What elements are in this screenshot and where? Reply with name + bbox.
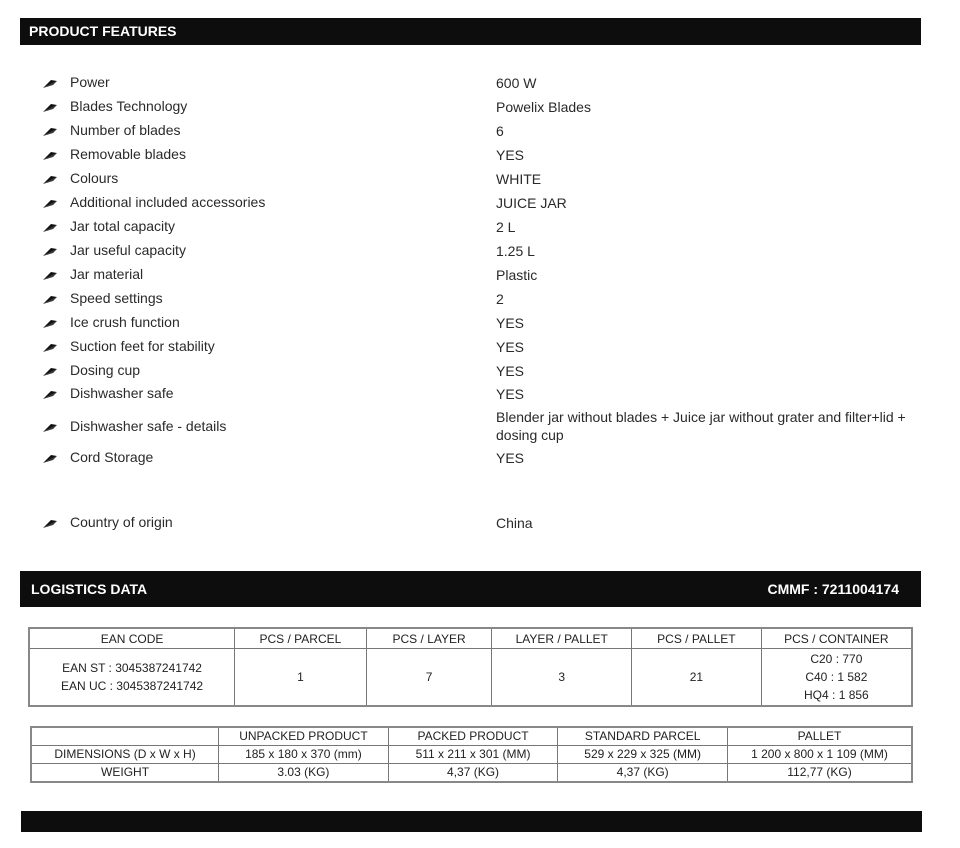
header-ean-code: EAN CODE [29, 628, 235, 649]
logistics-header [20, 571, 921, 607]
pcs-pallet-value: 21 [632, 649, 762, 707]
header-pallet: PALLET [727, 727, 912, 746]
header-pcs-container: PCS / CONTAINER [761, 628, 912, 649]
feature-label: Dishwasher safe - details [70, 418, 227, 434]
dim-pallet: 1 200 x 800 x 1 109 (MM) [727, 746, 912, 764]
feature-value: Powelix Blades [496, 99, 591, 115]
header-packed: PACKED PRODUCT [388, 727, 558, 746]
product-features-header [20, 18, 921, 45]
ean-codes-cell [29, 649, 235, 707]
bullet-arrow-icon [42, 173, 58, 185]
feature-label: Cord Storage [70, 449, 154, 465]
feature-label: Dishwasher safe [70, 385, 174, 401]
feature-value: 2 L [496, 219, 516, 235]
bullet-arrow-icon [42, 101, 58, 113]
dimensions-row [31, 746, 912, 764]
ean-st: EAN ST : 3045387241742 [62, 661, 202, 675]
feature-label: Country of origin [70, 514, 173, 530]
dimensions-table [30, 726, 913, 783]
container-c40: C40 : 1 582 [805, 670, 868, 684]
bullet-arrow-icon [42, 365, 58, 377]
cmmf-code: CMMF : 7211004174 [767, 581, 899, 597]
logistics-title: LOGISTICS DATA [31, 581, 148, 597]
dim-packed: 511 x 211 x 301 (MM) [388, 746, 558, 764]
feature-value: YES [496, 450, 525, 466]
feature-label: Ice crush function [70, 314, 180, 330]
bullet-arrow-icon [42, 197, 58, 209]
feature-label: Additional included accessories [70, 194, 266, 210]
product-features-title: PRODUCT FEATURES [29, 23, 177, 39]
weight-pallet: 112,77 (KG) [727, 764, 912, 783]
weight-unpacked: 3.03 (KG) [219, 764, 389, 783]
dimensions-label: DIMENSIONS (D x W x H) [31, 746, 219, 764]
header-unpacked: UNPACKED PRODUCT [219, 727, 389, 746]
feature-label: Blades Technology [70, 98, 188, 114]
header-layer-pallet: LAYER / PALLET [492, 628, 632, 649]
header-empty [31, 727, 219, 746]
layer-pallet-value: 3 [492, 649, 632, 707]
feature-label: Jar material [70, 266, 144, 282]
feature-label: Jar total capacity [70, 218, 176, 234]
dimensions-header-row [31, 727, 912, 746]
bullet-arrow-icon [42, 388, 58, 400]
dim-standard-parcel: 529 x 229 x 325 (MM) [558, 746, 728, 764]
container-c20: C20 : 770 [810, 652, 863, 666]
feature-label: Colours [70, 170, 119, 186]
pcs-parcel-value: 1 [235, 649, 367, 707]
feature-value: 1.25 L [496, 243, 535, 259]
bullet-arrow-icon [42, 293, 58, 305]
ean-table [28, 627, 913, 707]
feature-value: 6 [496, 123, 504, 139]
header-pcs-pallet: PCS / PALLET [632, 628, 762, 649]
bullet-arrow-icon [42, 517, 58, 529]
header-standard-parcel: STANDARD PARCEL [558, 727, 728, 746]
ean-table-row [29, 649, 912, 707]
feature-label: Number of blades [70, 122, 181, 138]
ean-table-header-row [29, 628, 912, 649]
bullet-arrow-icon [42, 452, 58, 464]
pcs-layer-value: 7 [366, 649, 492, 707]
bullet-arrow-icon [42, 149, 58, 161]
dim-unpacked: 185 x 180 x 370 (mm) [219, 746, 389, 764]
footer-bar [21, 811, 922, 832]
feature-value: China [496, 515, 533, 531]
bullet-arrow-icon [42, 269, 58, 281]
pcs-container-cell [761, 649, 912, 707]
weight-standard-parcel: 4,37 (KG) [558, 764, 728, 783]
bullet-arrow-icon [42, 245, 58, 257]
bullet-arrow-icon [42, 125, 58, 137]
feature-value: YES [496, 386, 525, 402]
bullet-arrow-icon [42, 77, 58, 89]
feature-value: 600 W [496, 75, 537, 91]
feature-label: Jar useful capacity [70, 242, 186, 258]
feature-label: Speed settings [70, 290, 163, 306]
feature-value: YES [496, 147, 525, 163]
feature-value: Blender jar without blades + Juice jar without grater and filter+lid + dosing cup [496, 409, 906, 443]
header-pcs-parcel: PCS / PARCEL [235, 628, 367, 649]
container-hq4: HQ4 : 1 856 [804, 688, 869, 702]
feature-value: JUICE JAR [496, 195, 567, 211]
bullet-arrow-icon [42, 421, 58, 433]
ean-uc: EAN UC : 3045387241742 [60, 679, 204, 693]
feature-value: YES [496, 339, 525, 355]
weight-packed: 4,37 (KG) [388, 764, 558, 783]
feature-value: YES [496, 315, 525, 331]
weight-label: WEIGHT [31, 764, 219, 783]
feature-label: Power [70, 74, 110, 90]
bullet-arrow-icon [42, 341, 58, 353]
bullet-arrow-icon [42, 221, 58, 233]
weight-row [31, 764, 912, 783]
feature-value: 2 [496, 291, 504, 307]
feature-value: WHITE [496, 171, 542, 187]
feature-label: Suction feet for stability [70, 338, 215, 354]
header-pcs-layer: PCS / LAYER [366, 628, 492, 649]
feature-value: Plastic [496, 267, 538, 283]
bullet-arrow-icon [42, 317, 58, 329]
feature-value: YES [496, 363, 525, 379]
feature-label: Removable blades [70, 146, 186, 162]
feature-label: Dosing cup [70, 362, 141, 378]
